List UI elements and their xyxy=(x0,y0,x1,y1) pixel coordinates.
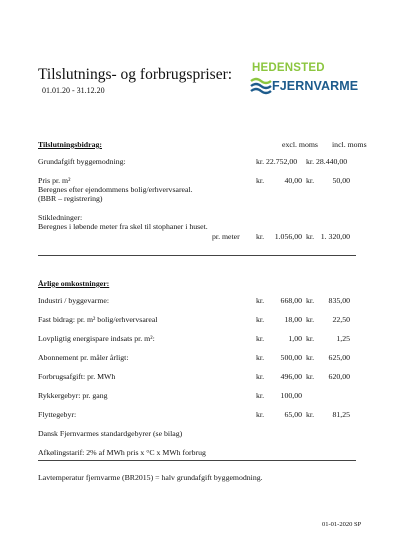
pris-incl: 50,00 xyxy=(332,176,350,185)
cost-incl: 1,25 xyxy=(336,334,350,343)
cost-excl: 496,00 xyxy=(280,372,302,381)
period: 01.01.20 - 31.12.20 xyxy=(42,86,105,95)
cost-kr-incl: kr. xyxy=(306,372,315,381)
cost-kr-excl: kr. xyxy=(256,334,265,343)
pris-label: Pris pr. m² xyxy=(38,176,71,185)
cost-excl: 668,00 xyxy=(280,296,302,305)
cost-kr-excl: kr. xyxy=(256,372,265,381)
stik-note: Beregnes i løbende meter fra skel til stophaner i huset. xyxy=(38,222,208,231)
stik-incl: 1. 320,00 xyxy=(320,232,350,241)
col-header-excl: excl. moms xyxy=(282,140,318,149)
cost-excl: 65,00 xyxy=(284,410,302,419)
cost-excl: 100,00 xyxy=(280,391,302,400)
stik-kr-incl: kr. xyxy=(306,232,315,241)
cost-kr-excl: kr. xyxy=(256,391,265,400)
cost-label: Forbrugsafgift: pr. MWh xyxy=(38,372,116,381)
cost-kr-excl: kr. xyxy=(256,315,265,324)
cost-incl: 81,25 xyxy=(332,410,350,419)
grundafgift-excl: kr. 22.752,00 xyxy=(256,157,298,166)
cost-incl: 620,00 xyxy=(328,372,350,381)
logo xyxy=(250,62,360,102)
date-stamp: 01-01-2020 SP xyxy=(322,521,362,528)
pris-excl: 40,00 xyxy=(284,176,302,185)
cost-kr-incl: kr. xyxy=(306,315,315,324)
stik-kr-excl: kr. xyxy=(256,232,265,241)
stik-unit: pr. meter xyxy=(212,232,240,241)
cooling-tariff-note: Afkølingstarif: 2% af MWh pris x °C x MWh forbrug xyxy=(38,448,206,457)
grundafgift-label: Grundafgift byggemodning: xyxy=(38,157,126,166)
cost-excl: 500,00 xyxy=(280,353,302,362)
pris-kr-incl: kr. xyxy=(306,176,315,185)
cost-label: Flyttegebyr: xyxy=(38,410,77,419)
section-heading-aarlige: Årlige omkostninger: xyxy=(38,279,110,288)
pris-note-1: Beregnes efter ejendommens bolig/erhvervsareal. xyxy=(38,185,193,194)
logo-text-top: HEDENSTED xyxy=(252,62,325,74)
col-header-incl: incl. moms xyxy=(332,140,367,149)
grundafgift-incl: kr. 28.440,00 xyxy=(306,157,348,166)
cost-incl: 835,00 xyxy=(328,296,350,305)
standard-fees-note: Dansk Fjernvarmes standardgebyrer (se bilag) xyxy=(38,429,183,438)
logo-text-bottom: FJERNVARME xyxy=(272,79,359,93)
cost-incl: 625,00 xyxy=(328,353,350,362)
cost-label: Abonnement pr. måler årligt: xyxy=(38,353,129,362)
section-heading-tilslutning: Tilslutningsbidrag: xyxy=(38,140,102,149)
low-temp-note: Lavtemperatur fjernvarme (BR2015) = halv grundafgift byggemodning. xyxy=(38,473,263,482)
cost-kr-incl: kr. xyxy=(306,334,315,343)
page-title: Tilslutnings- og forbrugspriser: xyxy=(38,66,233,83)
cost-label: Fast bidrag: pr. m² bolig/erhvervsareal xyxy=(38,315,158,324)
cost-excl: 18,00 xyxy=(284,315,302,324)
cost-kr-excl: kr. xyxy=(256,353,265,362)
stik-excl: 1.056,00 xyxy=(274,232,302,241)
stik-label: Stikledninger: xyxy=(38,213,83,222)
cost-incl: 22,50 xyxy=(332,315,350,324)
cost-excl: 1,00 xyxy=(288,334,302,343)
cost-kr-incl: kr. xyxy=(306,353,315,362)
cost-label: Industri / byggevarme: xyxy=(38,296,110,305)
cost-kr-excl: kr. xyxy=(256,410,265,419)
cost-kr-incl: kr. xyxy=(306,410,315,419)
pris-note-2: (BBR – registrering) xyxy=(38,194,103,203)
logo-wave-icon xyxy=(250,77,272,95)
cost-kr-incl: kr. xyxy=(306,296,315,305)
cost-label: Rykkergebyr: pr. gang xyxy=(38,391,108,400)
divider xyxy=(38,255,356,256)
pris-kr-excl: kr. xyxy=(256,176,265,185)
cost-kr-excl: kr. xyxy=(256,296,265,305)
divider xyxy=(38,460,356,461)
cost-label: Lovpligtig energispare indsats pr. m²: xyxy=(38,334,155,343)
